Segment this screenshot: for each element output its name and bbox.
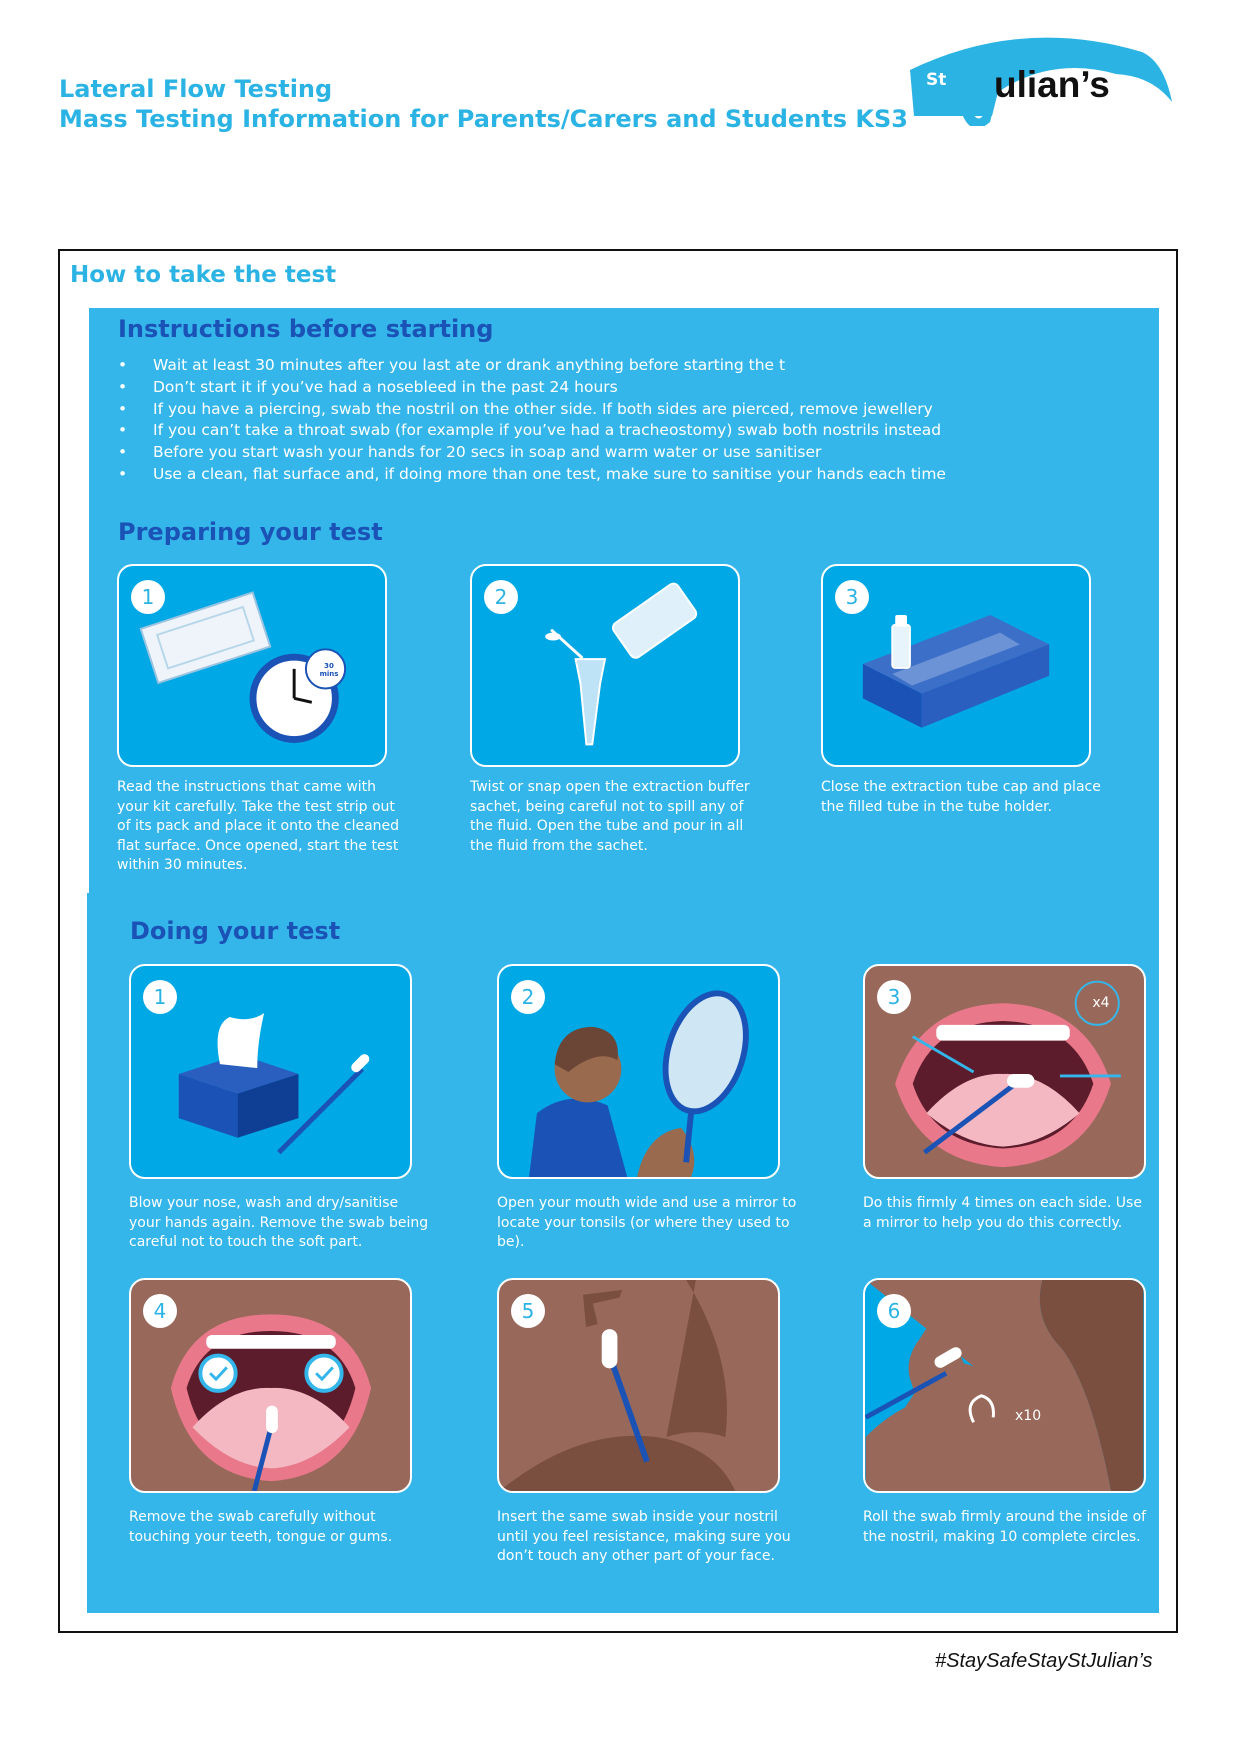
timer-badge: 30 mins	[319, 662, 339, 678]
logo-name-text: ulian’s	[994, 64, 1110, 105]
school-logo	[902, 30, 1172, 126]
logo-st-text: St	[926, 70, 947, 90]
footer-hashtag: #StaySafeStayStJulian’s	[935, 1650, 1153, 1672]
do-step-2-caption: Open your mouth wide and use a mirror to locate your tonsils (or where they used to be).	[497, 1195, 797, 1250]
instruction-item: • Before you start wash your hands for 20 secs in soap and warm water or use sanitiser	[118, 442, 946, 464]
prep-step-1-caption: Read the instructions that came with your kit carefully. Take the test strip out of its pack and place it onto the cleaned flat surface. Once opened, start the test within 30 minutes.	[117, 779, 400, 873]
repeat-badge: x4	[1092, 995, 1110, 1011]
do-step-1-caption: Blow your nose, wash and dry/sanitise your hands again. Remove the swab being careful not to touch the soft part.	[129, 1195, 429, 1250]
do-step-4-card	[129, 1278, 412, 1493]
prep-step-2-caption: Twist or snap open the extraction buffer sachet, being careful not to spill any of the fluid. Open the tube and pour in all the fluid from the sachet.	[470, 779, 750, 854]
step-number: 1	[143, 980, 177, 1014]
step-number: 2	[484, 580, 518, 614]
do-step-3-caption: Do this firmly 4 times on each side. Use a mirror to help you do this correctly.	[863, 1195, 1142, 1231]
step-number: 1	[131, 580, 165, 614]
instruction-item: • Wait at least 30 minutes after you last ate or drank anything before starting the t	[118, 355, 946, 377]
step-number: 3	[877, 980, 911, 1014]
prep-step-3-card	[821, 564, 1091, 767]
section-title: How to take the test	[70, 262, 337, 288]
header-subtitle: Mass Testing Information for Parents/Carers and Students KS3	[59, 105, 908, 133]
do-step-5-card	[497, 1278, 780, 1493]
rotation-badge: x10	[1015, 1408, 1042, 1424]
document-header	[59, 74, 908, 134]
prep-step-3-caption: Close the extraction tube cap and place the filled tube in the tube holder.	[821, 779, 1101, 815]
do-step-6-caption: Roll the swab firmly around the inside of the nostril, making 10 complete circles.	[863, 1509, 1147, 1545]
header-title: Lateral Flow Testing	[59, 75, 333, 103]
instruction-item: • If you can’t take a throat swab (for example if you’ve had a tracheostomy) swab both nostrils instead	[118, 420, 946, 442]
instruction-item: • Use a clean, flat surface and, if doing more than one test, make sure to sanitise your hands each time	[118, 464, 946, 486]
step-number: 4	[143, 1294, 177, 1328]
do-step-3-card	[863, 964, 1146, 1179]
do-step-4-caption: Remove the swab carefully without touching your teeth, tongue or gums.	[129, 1509, 393, 1545]
prep-step-1-card	[117, 564, 387, 767]
instruction-item: • If you have a piercing, swab the nostril on the other side. If both sides are pierced, remove jewellery	[118, 399, 946, 421]
instruction-item: • Don’t start it if you’ve had a nosebleed in the past 24 hours	[118, 377, 946, 399]
preparing-title: Preparing your test	[118, 518, 383, 546]
step-number: 5	[511, 1294, 545, 1328]
instructions-title: Instructions before starting	[118, 315, 494, 343]
step-number: 2	[511, 980, 545, 1014]
prep-step-2-card	[470, 564, 740, 767]
do-step-2-card	[497, 964, 780, 1179]
step-number: 3	[835, 580, 869, 614]
do-step-1-card	[129, 964, 412, 1179]
doing-title: Doing your test	[130, 917, 341, 945]
instructions-list	[118, 355, 946, 486]
step-number: 6	[877, 1294, 911, 1328]
do-step-5-caption: Insert the same swab inside your nostril until you feel resistance, making sure you don’t touch any other part of your face.	[497, 1509, 791, 1564]
do-step-6-card	[863, 1278, 1146, 1493]
